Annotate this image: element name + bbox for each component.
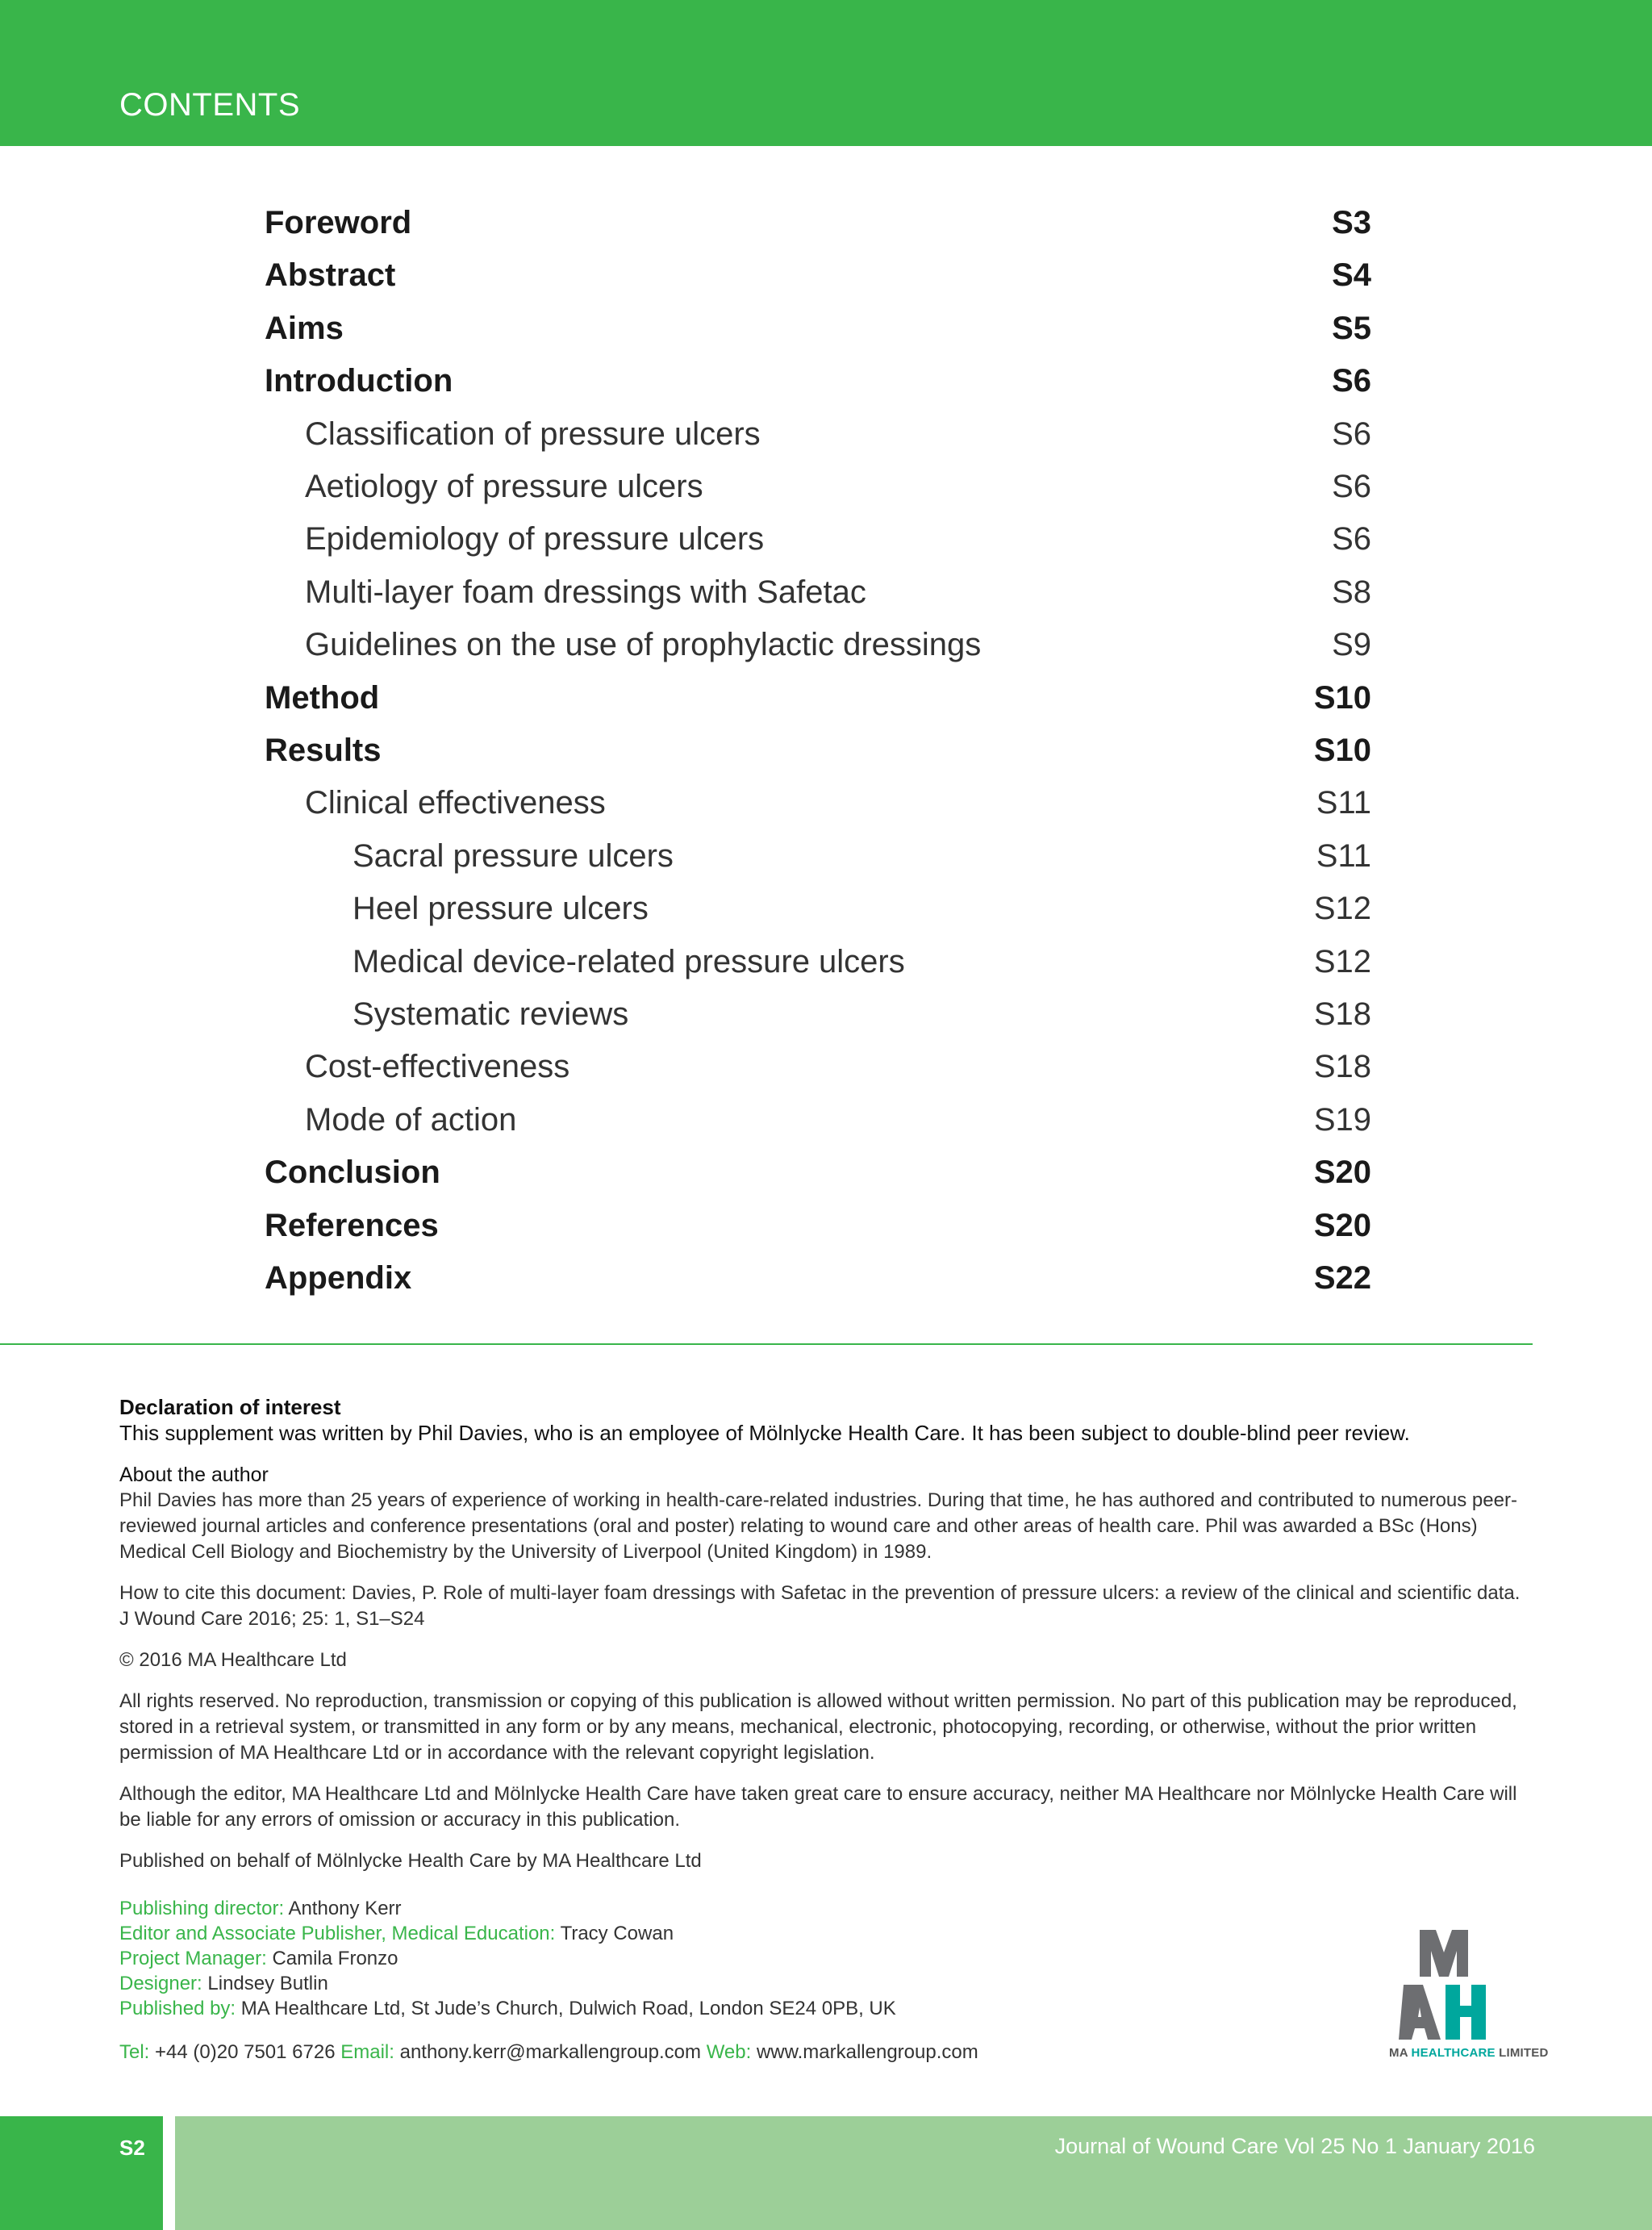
declaration-heading: Declaration of interest [119,1395,341,1419]
footer-page-block [0,2116,163,2230]
toc-entry-page: S3 [1332,205,1371,240]
toc-entry-label: Aetiology of pressure ulcers [305,469,703,504]
tel-key: Tel: [119,2041,150,2063]
credit-value: Tracy Cowan [560,1923,674,1944]
toc-entry-page: S12 [1313,891,1371,927]
toc-entry-page: S8 [1332,574,1371,610]
toc-entry-label: Sacral pressure ulcers [353,837,674,874]
toc-entry[interactable] [0,891,1652,943]
toc-entry-page: S11 [1316,785,1371,821]
toc-entry[interactable] [0,1208,1652,1260]
section-divider [0,1343,1533,1345]
toc-entry-page: S6 [1332,363,1371,399]
toc-entry[interactable] [0,521,1652,574]
toc-entry-page: S6 [1332,521,1371,558]
published-on-behalf: Published on behalf of Mölnlycke Health Care by MA Healthcare Ltd [119,1850,702,1872]
toc-entry-label: Abstract [265,257,396,294]
toc-entry-page: S6 [1332,469,1371,504]
toc-entry-page: S6 [1332,416,1371,452]
toc-entry[interactable] [0,1260,1652,1313]
credit-key: Designer: [119,1973,202,1994]
toc-entry[interactable] [0,1102,1652,1155]
toc-entry[interactable] [0,1155,1652,1207]
ma-healthcare-logo-icon [1387,1928,1533,2065]
credit-value: MA Healthcare Ltd, St Jude’s Church, Dulwich Road, London SE24 0PB, UK [240,1998,896,2019]
toc-entry-label: Systematic reviews [353,996,629,1032]
toc-entry-page: S4 [1332,257,1371,294]
toc-entry-label: Conclusion [265,1155,440,1191]
credit-value: Camila Fronzo [272,1948,398,1969]
toc-entry-label: Epidemiology of pressure ulcers [305,521,765,558]
toc-entry-page: S20 [1313,1155,1371,1191]
email-link[interactable]: anthony.kerr@markallengroup.com [399,2041,702,2063]
credit-line [119,1946,1329,1971]
author-text: Phil Davies has more than 25 years of experience of working in health-care-related industries. During that time, he has authored and contributed to numerous peer-reviewed journal articles and conference presentations (oral and poster) relating to wound care and other areas of health care. Phil was awarded a BSc (Hons) Medical Cell Biology and Biochemistry by the University of Liverpool (United Kingdom) in 1989. [119,1489,1517,1563]
toc-entry-page: S10 [1313,679,1371,716]
toc-entry-label: Cost-effectiveness [305,1049,570,1085]
toc-entry[interactable] [0,311,1652,363]
web-link[interactable]: www.markallengroup.com [756,2041,978,2063]
toc-entry-page: S18 [1313,996,1371,1032]
declaration-text: This supplement was written by Phil Davies, who is an employee of Mölnlycke Health Care. It has been subject to double-blind peer review. [119,1421,1410,1445]
credit-line [119,1921,1329,1946]
toc-entry[interactable] [0,205,1652,257]
logo-wordmark [1389,2046,1549,2060]
toc-entry[interactable] [0,257,1652,310]
credit-line [119,1896,1329,1921]
credit-key: Project Manager: [119,1948,267,1969]
toc-entry[interactable] [0,1049,1652,1101]
toc-entry-label: Aims [265,310,344,346]
rights-text: All rights reserved. No reproduction, transmission or copying of this publication is allowed without written permission. No part of this publication may be reproduced, stored in a retrieval system, or transmitted in any form or by any means, mechanical, electronic, photocopying, recording, or otherwise, without the prior written permission of MA Healthcare Ltd or in accordance with the relevant copyright legislation. [119,1690,1517,1764]
toc-entry-label: Clinical effectiveness [305,785,606,821]
toc-entry[interactable] [0,574,1652,627]
toc-entry-page: S12 [1313,943,1371,979]
credit-value: Anthony Kerr [288,1898,402,1919]
toc-entry-label: Introduction [265,363,453,399]
toc-entry-label: References [265,1207,439,1243]
toc-entry-label: Classification of pressure ulcers [305,416,761,452]
toc-entry-label: Heel pressure ulcers [353,891,649,927]
toc-entry-page: S18 [1313,1049,1371,1085]
toc-entry[interactable] [0,416,1652,469]
toc-entry-label: Guidelines on the use of prophylactic dressings [305,627,982,663]
tel-value: +44 (0)20 7501 6726 [155,2041,336,2063]
citation-text: How to cite this document: Davies, P. Role of multi-layer foam dressings with Safetac in the prevention of pressure ulcers: a review of the clinical and scientific data. J Wound Care 2016; 25: 1, S1–S24 [119,1582,1521,1630]
toc-entry[interactable] [0,785,1652,837]
toc-entry-page: S11 [1316,837,1371,874]
toc-entry-page: S20 [1313,1207,1371,1243]
credit-key: Editor and Associate Publisher, Medical Education: [119,1923,556,1944]
logo-text-c: LIMITED [1495,2046,1549,2060]
page-title: CONTENTS [119,87,300,123]
web-key: Web: [706,2041,752,2063]
page-number: S2 [119,2136,145,2160]
toc-entry[interactable] [0,733,1652,785]
toc-entry-label: Mode of action [305,1101,517,1138]
toc-entry[interactable] [0,363,1652,416]
credit-line [119,1996,1329,2021]
credit-line [119,1971,1329,1996]
toc-entry-label: Multi-layer foam dressings with Safetac [305,574,866,610]
toc-entry-label: Method [265,679,380,716]
liability-text: Although the editor, MA Healthcare Ltd and Mölnlycke Health Care have taken great care to ensure accuracy, neither MA Healthcare nor Mölnlycke Health Care will be liable for any errors of omission or accuracy in this publication. [119,1783,1517,1831]
toc-entry[interactable] [0,680,1652,733]
logo-text-a: MA [1389,2046,1412,2060]
toc-entry[interactable] [0,469,1652,521]
credits [119,1896,1329,2021]
journal-citation: Journal of Wound Care Vol 25 No 1 January 2016 [1054,2134,1535,2158]
toc-entry-page: S22 [1313,1260,1371,1296]
toc-entry-label: Appendix [265,1260,412,1296]
toc-entry[interactable] [0,838,1652,891]
copyright-text: © 2016 MA Healthcare Ltd [119,1649,347,1671]
toc-entry-label: Results [265,733,382,768]
toc-entry-page: S10 [1313,733,1371,768]
toc-entry-label: Foreword [265,205,412,240]
toc-entry[interactable] [0,944,1652,996]
credit-key: Publishing director: [119,1898,285,1919]
footer-journal-block [175,2116,1652,2230]
toc-entry[interactable] [0,996,1652,1049]
email-key: Email: [340,2041,394,2063]
credit-value: Lindsey Butlin [207,1973,328,1994]
toc-entry[interactable] [0,627,1652,679]
author-heading: About the author [119,1464,269,1486]
contact-line [119,2041,978,2064]
toc-entry-page: S5 [1332,310,1371,346]
toc-entry-label: Medical device-related pressure ulcers [353,943,905,979]
toc-entry-page: S19 [1313,1101,1371,1138]
toc-entry-page: S9 [1332,627,1371,663]
front-matter [119,1394,1531,1890]
logo-text-b: HEALTHCARE [1411,2046,1496,2060]
credit-key: Published by: [119,1998,236,2019]
